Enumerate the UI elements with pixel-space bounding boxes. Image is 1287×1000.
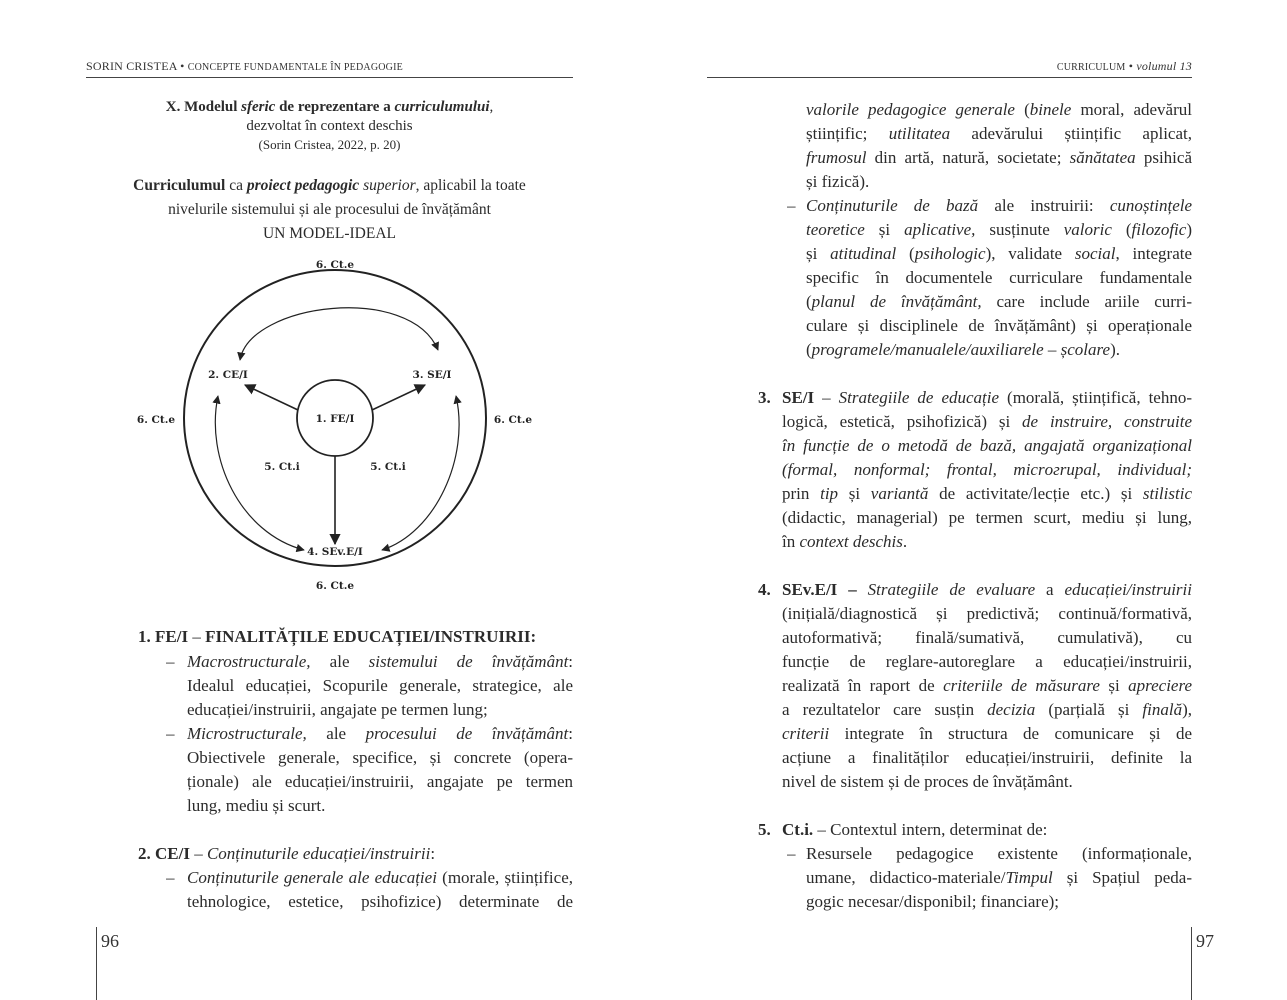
text-run-italic: aplicative, [904, 220, 976, 239]
text-run-italic: social [1074, 244, 1116, 263]
arrow-ce-sev [215, 396, 304, 550]
running-header-left [86, 59, 403, 74]
item-5-code: Ct.i. [782, 820, 814, 839]
text-run: (parțială și [1035, 700, 1143, 719]
right-content-line1 [806, 194, 1192, 218]
text-run-italic: filozofic [1131, 220, 1187, 239]
label-ct-i-left: 5. Ct.i [264, 461, 300, 473]
text-run-italic: atitudinal [830, 244, 897, 263]
text-run: . [902, 532, 908, 551]
desc-superior: superior [359, 177, 416, 194]
text-run-italic: variantă [870, 484, 929, 503]
text-run: care include ariile curri- [981, 292, 1192, 311]
item-dash: – [188, 627, 206, 646]
item-4-line9: nivel de sistem și de proces de învățământ. [782, 772, 1073, 791]
label-fe-i: 1. FE/I [315, 413, 355, 425]
text-run-italic: tip [820, 484, 839, 503]
text-run: adevărului științific aplicat, [950, 124, 1192, 143]
text-run-italic: criterii [782, 724, 830, 743]
text-run-italic: context deschis [799, 532, 903, 551]
bullet-dash: – [787, 844, 796, 863]
header-rule-right [707, 77, 1192, 78]
right-content-line4: specific în documentele curriculare fundamentale [806, 268, 1192, 287]
right-cont-line4: și fizică). [806, 172, 870, 191]
text-run-italic: programele/manualele/auxiliarele – școlare [811, 340, 1111, 359]
text-run: și [806, 244, 831, 263]
right-cont-line3 [806, 146, 1192, 170]
item-dash: – [814, 388, 839, 407]
text-run: integrate în structura de comunicare și de [829, 724, 1192, 743]
text-run-italic: Timpul [1005, 868, 1053, 887]
model-title-curriculum: curriculumului [394, 99, 490, 115]
item-number: 4. [758, 580, 771, 599]
text-run-italic: cunoștințele [1109, 196, 1192, 215]
header-bullet-right: • [1128, 59, 1134, 73]
text-run-italic: criteriile de măsurare [943, 676, 1100, 695]
bullet-dash: – [787, 196, 796, 215]
item-dash: – [189, 844, 207, 863]
item-5-resources-line1: Resursele pedagogice existente (informaționale, [806, 844, 1192, 863]
right-cont-line1 [806, 98, 1192, 122]
item-1-macro-line1 [187, 650, 573, 674]
item-4-line7 [782, 722, 1192, 746]
item-1-title: FINALITĂȚILE EDUCAȚIEI/INSTRUIRII: [205, 627, 537, 646]
text-run: ale [326, 724, 347, 743]
running-header-right [1057, 59, 1192, 74]
label-sev-e-i: 4. SEv.E/I [307, 546, 363, 558]
item-2-heading [138, 842, 435, 866]
text-run: de activitate/lecție etc.) și [928, 484, 1143, 503]
text-run: (morală, științifică, tehno- [999, 388, 1192, 407]
item-2-title: Conținuturile educației/instruirii [206, 844, 431, 863]
text-run-italic: valoric [1063, 220, 1112, 239]
right-content-line3 [806, 242, 1192, 266]
text-run-italic: binele [1029, 100, 1072, 119]
item-3-line5 [782, 482, 1192, 506]
page-number-right: 97 [1196, 931, 1214, 951]
label-se-i: 3. SE/I [412, 369, 452, 381]
spheric-model-diagram [120, 248, 560, 600]
text-run: , integrate [1115, 244, 1192, 263]
item-4-line1 [782, 578, 1192, 602]
item-1-code: FE/I [155, 627, 189, 646]
text-run: prin [782, 484, 821, 503]
text-run-italic: sănătatea [1069, 148, 1136, 167]
macro-label: Macrostructurale, [187, 652, 311, 671]
text-run-italic: Conținuturile de bază [806, 196, 979, 215]
text-run: ale instruirii: [978, 196, 1110, 215]
item-1-macro-line3: educației/instruirii, angajate pe termen lung; [187, 700, 488, 719]
item-3-line4: (formal, nonformal; frontal, micrогrupal, individual; [782, 460, 1192, 479]
item-5-resources-line2 [806, 866, 1192, 890]
text-run: și Spațiul peda- [1052, 868, 1192, 887]
item-1-micro-line1 [187, 722, 573, 746]
label-ct-e-left: 6. Ct.e [136, 414, 176, 426]
text-run: ale [329, 652, 350, 671]
item-number: 3. [758, 388, 771, 407]
item-2-line2: tehnologice, estetice, psihofizice) determinate de [187, 892, 573, 911]
text-run-italic: Strategiile de educație [838, 388, 1000, 407]
label-ce-i: 2. CE/I [208, 369, 248, 381]
text-run-italic: de instruire, construite [1022, 412, 1192, 431]
item-4-code: SEv.E/I – [782, 580, 857, 599]
text-run-italic: psihologic [914, 244, 986, 263]
desc-proiect: proiect pedagogic [246, 177, 360, 194]
label-ct-i-right: 5. Ct.i [370, 461, 406, 473]
text-run: logică, estetică, psihofizică) și [782, 412, 1023, 431]
text-run: ( [1111, 220, 1132, 239]
header-volume: volumul 13 [1136, 59, 1192, 73]
text-run: : [568, 652, 573, 671]
page-number-left: 96 [101, 931, 119, 951]
item-1-macro-line2: Idealul educației, Scopurile generale, strategice, ale [187, 676, 573, 695]
right-content-line7 [806, 338, 1192, 362]
item-1-micro-line4: lung, mediu și scurt. [187, 796, 326, 815]
text-run: în [782, 532, 800, 551]
text-run-italic: Strategiile de evaluare [856, 580, 1036, 599]
text-run: ) [1186, 220, 1192, 239]
model-title-part: de reprezentare a [275, 99, 395, 115]
text-run: ( [896, 244, 915, 263]
item-1-micro-line2: Obiectivele generale, specifice, și concrete (opera- [187, 748, 573, 767]
text-run: susținute [975, 220, 1064, 239]
right-cont-line2 [806, 122, 1192, 146]
text-run: moral, adevărul [1071, 100, 1192, 119]
header-curriculum: CURRICULUM [1056, 62, 1126, 73]
item-4-line2: (inițială/diagnostică și predictivă; continuă/formativă, [782, 604, 1192, 623]
label-ct-e-top: 6. Ct.e [315, 259, 355, 271]
text-run-italic: frumosul [806, 148, 867, 167]
right-content-line2 [806, 218, 1192, 242]
text-run: a rezultatelor care susțin [782, 700, 988, 719]
text-run: : [568, 724, 573, 743]
desc-curriculumul: Curriculumul [133, 177, 226, 194]
item-4-line5 [782, 674, 1192, 698]
page-marker-rule-right [1191, 927, 1192, 1000]
text-run-italic: sistemului de învățământ [368, 652, 569, 671]
model-title-sferic: sferic [241, 99, 276, 115]
item-4-line4: funcție de reglare-autoreglare a educației/instruirii, [782, 652, 1192, 671]
item-1-heading [138, 625, 536, 649]
item-number: 1. [138, 627, 151, 646]
right-content-line5 [806, 290, 1192, 314]
text-run: umane, didactico-materiale/ [806, 868, 1006, 887]
text-run: ), validate [985, 244, 1075, 263]
item-4-line8: acțiune a finalităților educației/instruirii, definite la [782, 748, 1192, 767]
model-title-part: X. Modelul [165, 99, 242, 115]
desc-part: , aplicabil la toate [415, 177, 526, 194]
model-citation: (Sorin Cristea, 2022, p. 20) [258, 137, 401, 152]
item-5-resources-line3: gogic necesar/disponibil; financiare); [806, 892, 1060, 911]
text-run-italic: planul de învățământ, [811, 292, 982, 311]
item-number: 2. [138, 844, 151, 863]
bullet-dash: – [166, 652, 175, 671]
item-3-line1 [782, 386, 1192, 410]
bullet-dash: – [166, 724, 175, 743]
item-2-code: CE/I [155, 844, 190, 863]
text-run: și [1099, 676, 1129, 695]
right-content-line6: culare și disciplinele de învățământ) și operaționale [806, 316, 1192, 335]
item-1-micro-line3: ționale) ale educației/instruirii, angajate pe termen [187, 772, 573, 791]
text-run: psihică [1135, 148, 1192, 167]
text-run: : [430, 844, 436, 863]
text-run: ( [806, 340, 812, 359]
text-run: ( [1014, 100, 1030, 119]
arrow-center-to-ce [245, 385, 298, 410]
text-run: din artă, natură, societate; [866, 148, 1070, 167]
header-rule-left [86, 77, 573, 78]
label-ct-e-bottom: 6. Ct.e [315, 580, 355, 592]
text-run-italic: finală [1142, 700, 1183, 719]
page-marker-rule-left [96, 927, 97, 1000]
text-run-italic: teoretice [806, 220, 865, 239]
item-5-number [758, 818, 771, 842]
text-run: – Contextul intern, determinat de: [813, 820, 1048, 839]
item-3-code: SE/I [782, 388, 815, 407]
text-run: și [864, 220, 905, 239]
model-description-line3: UN MODEL-IDEAL [262, 225, 396, 242]
text-run: (morale, științifice, [436, 868, 573, 887]
item-4-line6 [782, 698, 1192, 722]
item-3-line3: în funcție de o metodă de bază, angajată organizațional [782, 436, 1192, 455]
text-run: a [1035, 580, 1065, 599]
model-title-comma: , [489, 99, 494, 115]
text-run: științific; [806, 124, 889, 143]
model-description-line1 [86, 175, 573, 197]
item-4-line3: autoformativă; finală/sumativă, cumulativă), cu [782, 628, 1192, 647]
model-title [86, 97, 573, 117]
text-run: ), [1182, 700, 1192, 719]
arrow-center-to-se [372, 385, 425, 410]
header-book-title: CONCEPTE FUNDAMENTALE ÎN PEDAGOGIE [187, 62, 403, 73]
desc-part: ca [225, 177, 247, 194]
item-4-number [758, 578, 771, 602]
text-run-italic: valorile pedagogice generale [806, 100, 1015, 119]
text-run: realizată în raport de [782, 676, 944, 695]
text-run: ). [1110, 340, 1120, 359]
text-run: și [838, 484, 871, 503]
bullet-dash: – [166, 868, 175, 887]
text-run-italic: decizia [987, 700, 1036, 719]
text-run-italic: procesului de învățământ [365, 724, 569, 743]
item-5-line1 [782, 818, 1192, 842]
item-number: 5. [758, 820, 771, 839]
arrow-ce-se [240, 308, 438, 360]
model-subtitle: dezvoltat în context deschis [246, 118, 413, 134]
item-3-line2 [782, 410, 1192, 434]
model-description-line2: nivelurile sistemului și ale procesului de învățământ [168, 201, 491, 218]
item-3-line7 [782, 530, 1192, 554]
item-3-line6: (didactic, managerial) pe termen scurt, mediu și lung, [782, 508, 1192, 527]
text-run-italic: utilitatea [888, 124, 951, 143]
item-3-number [758, 386, 771, 410]
header-bullet: • [180, 59, 185, 73]
text-run-italic: apreciere [1128, 676, 1192, 695]
text-run-italic: stilistic [1142, 484, 1192, 503]
header-author: SORIN CRISTEA [86, 59, 177, 73]
text-run: ( [806, 292, 812, 311]
micro-label: Microstructurale, [187, 724, 307, 743]
arrow-se-sev [382, 396, 459, 550]
item-2-line1 [187, 866, 573, 890]
label-ct-e-right: 6. Ct.e [493, 414, 533, 426]
text-run-italic: Conținuturile generale ale educației [187, 868, 437, 887]
text-run-italic: educației/instruirii [1064, 580, 1192, 599]
